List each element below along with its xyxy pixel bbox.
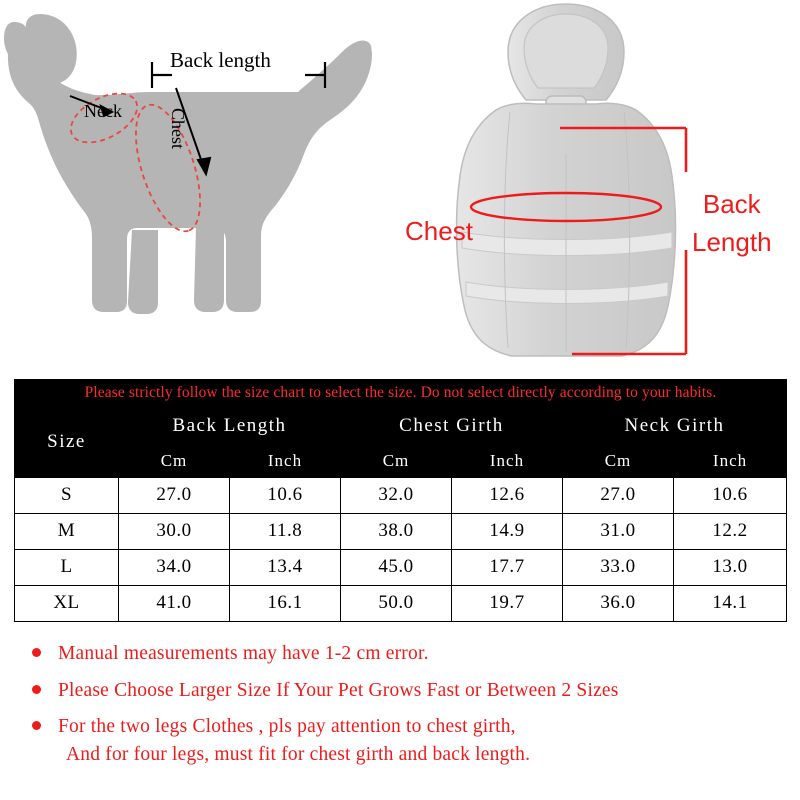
cell-m-neck-cm: 31.0 xyxy=(563,514,674,550)
cell-m-chest-in: 14.9 xyxy=(452,514,563,550)
bullet-icon xyxy=(32,685,41,694)
list-item xyxy=(14,640,786,668)
label-back-length: Back length xyxy=(170,48,271,72)
table-unit-header-row xyxy=(15,446,787,478)
label-chest: Chest xyxy=(168,108,188,150)
cell-l-back-cm: 34.0 xyxy=(119,550,230,586)
size-table-head xyxy=(15,380,787,478)
cell-xl-neck-cm: 36.0 xyxy=(563,586,674,622)
header-unit-1: Inch xyxy=(230,446,341,478)
cell-l-neck-in: 13.0 xyxy=(674,550,787,586)
cell-s-neck-cm: 27.0 xyxy=(563,478,674,514)
row-size-s: S xyxy=(15,478,119,514)
cell-m-chest-cm: 38.0 xyxy=(341,514,452,550)
note-text-1: Manual measurements may have 1-2 cm error. xyxy=(58,643,429,664)
row-size-m: M xyxy=(15,514,119,550)
label-coat-back-length xyxy=(692,186,772,261)
cell-xl-chest-in: 19.7 xyxy=(452,586,563,622)
cell-l-chest-in: 17.7 xyxy=(452,550,563,586)
header-unit-0: Cm xyxy=(119,446,230,478)
label-coat-chest: Chest xyxy=(405,216,473,246)
bullet-icon xyxy=(32,648,41,657)
cell-m-back-cm: 30.0 xyxy=(119,514,230,550)
header-group-chest-girth: Chest Girth xyxy=(341,408,563,446)
coat-diagram xyxy=(400,0,800,375)
coat-back-length-line2: Length xyxy=(692,226,772,257)
size-table-body xyxy=(15,478,787,622)
header-unit-5: Inch xyxy=(674,446,787,478)
cell-m-back-in: 11.8 xyxy=(230,514,341,550)
row-size-xl: XL xyxy=(15,586,119,622)
cell-s-chest-cm: 32.0 xyxy=(341,478,452,514)
table-group-header-row xyxy=(15,408,787,446)
table-row xyxy=(15,586,787,622)
cell-l-neck-cm: 33.0 xyxy=(563,550,674,586)
header-group-back-length: Back Length xyxy=(119,408,341,446)
size-table-container xyxy=(14,379,786,622)
cell-l-chest-cm: 45.0 xyxy=(341,550,452,586)
header-unit-2: Cm xyxy=(341,446,452,478)
notes-list xyxy=(14,640,786,778)
cell-xl-neck-in: 14.1 xyxy=(674,586,787,622)
dog-diagram xyxy=(0,0,400,375)
cell-s-neck-in: 10.6 xyxy=(674,478,787,514)
table-notice-row xyxy=(15,380,787,408)
header-unit-3: Inch xyxy=(452,446,563,478)
list-item xyxy=(14,677,786,705)
cell-xl-chest-cm: 50.0 xyxy=(341,586,452,622)
table-notice: Please strictly follow the size chart to select the size. Do not select directly according to your habits. xyxy=(15,380,787,408)
header-unit-4: Cm xyxy=(563,446,674,478)
cell-l-back-in: 13.4 xyxy=(230,550,341,586)
list-item xyxy=(14,713,786,768)
cell-s-back-in: 10.6 xyxy=(230,478,341,514)
diagram-area xyxy=(0,0,800,375)
cell-s-back-cm: 27.0 xyxy=(119,478,230,514)
note-text-2: Please Choose Larger Size If Your Pet Grows Fast or Between 2 Sizes xyxy=(58,679,619,701)
cell-m-neck-in: 12.2 xyxy=(674,514,787,550)
note-text-3-second-line: And for four legs, must fit for chest girth and back length. xyxy=(66,744,531,766)
cell-xl-back-cm: 41.0 xyxy=(119,586,230,622)
table-row xyxy=(15,478,787,514)
table-row xyxy=(15,550,787,586)
cell-xl-back-in: 16.1 xyxy=(230,586,341,622)
header-group-neck-girth: Neck Girth xyxy=(563,408,787,446)
cell-s-chest-in: 12.6 xyxy=(452,478,563,514)
coat-back-length-line1: Back xyxy=(702,189,761,219)
bullet-icon xyxy=(32,721,41,730)
size-table xyxy=(14,379,787,622)
header-size: Size xyxy=(15,408,119,478)
label-neck: Neck xyxy=(84,101,122,121)
table-row xyxy=(15,514,787,550)
row-size-l: L xyxy=(15,550,119,586)
note-text-3: For the two legs Clothes , pls pay attention to chest girth, xyxy=(58,716,516,738)
